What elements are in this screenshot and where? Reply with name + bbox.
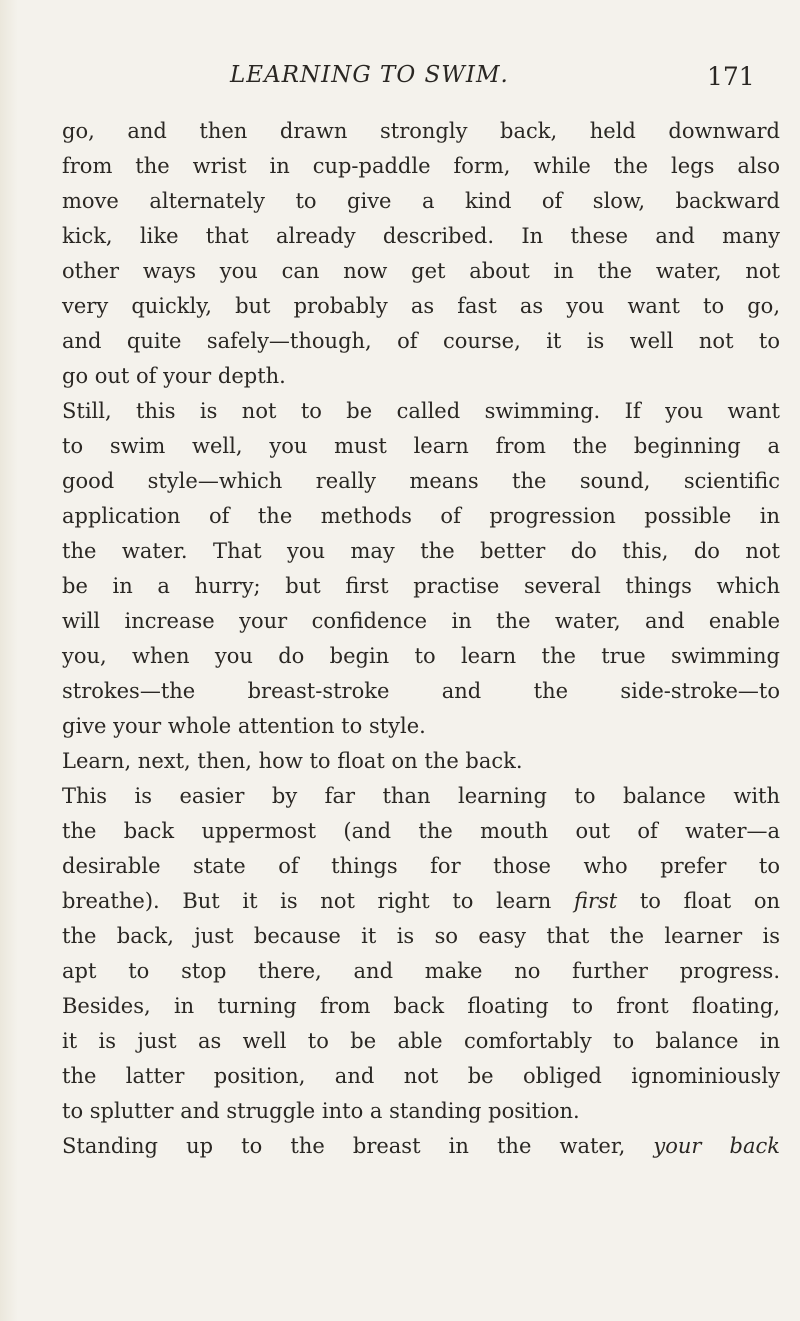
text-line: desirable state of things for those who prefer to (62, 854, 780, 878)
text-line: kick, like that already described. In these and many (62, 224, 780, 248)
text-line: Learn, next, then, how to float on the back. (62, 749, 523, 773)
italic-emphasis: first (573, 889, 618, 913)
text-line-with-italic: Standing up to the breast in the water, your back (62, 1134, 780, 1158)
page-number: 171 (707, 62, 755, 91)
italic-emphasis: your back (653, 1134, 780, 1158)
text-line: be in a hurry; but first practise several things which (62, 574, 780, 598)
text-line: very quickly, but probably as fast as you want to go, (62, 294, 780, 318)
text-line-with-italic: breathe). But it is not right to learn first to float on (62, 889, 781, 913)
text-line: apt to stop there, and make no further progress. (62, 959, 780, 983)
page-header (0, 62, 800, 102)
text-line: give your whole attention to style. (62, 714, 426, 738)
text-line: This is easier by far than learning to balance with (62, 784, 780, 808)
running-head: LEARNING TO SWIM. (230, 62, 509, 88)
text-line: go, and then drawn strongly back, held downward (62, 119, 780, 143)
text-line: Besides, in turning from back floating to front floating, (62, 994, 780, 1018)
text-line: strokes—the breast-stroke and the side-stroke—to (62, 679, 780, 703)
text-line: it is just as well to be able comfortably to balance in (62, 1029, 780, 1053)
text-line: to swim well, you must learn from the beginning a (62, 434, 780, 458)
body-text (62, 114, 780, 1164)
text-line: go out of your depth. (62, 364, 286, 388)
text-line: good style—which really means the sound, scientific (62, 469, 780, 493)
text-line: will increase your confidence in the water, and enable (62, 609, 780, 633)
text-line: the back uppermost (and the mouth out of water—a (62, 819, 780, 843)
text-line: application of the methods of progression possible in (62, 504, 780, 528)
text-line: move alternately to give a kind of slow, backward (62, 189, 780, 213)
text-line: Still, this is not to be called swimming. If you want (62, 399, 780, 423)
text-line: and quite safely—though, of course, it is well not to (62, 329, 780, 353)
text-line: the latter position, and not be obliged ignominiously (62, 1064, 780, 1088)
text-line: you, when you do begin to learn the true swimming (62, 644, 780, 668)
text-line: the water. That you may the better do this, do not (62, 539, 780, 563)
text-line: from the wrist in cup-paddle form, while the legs also (62, 154, 780, 178)
text-line: other ways you can now get about in the water, not (62, 259, 780, 283)
page-gutter-shading (0, 0, 18, 1321)
text-line: to splutter and struggle into a standing position. (62, 1099, 580, 1123)
text-line: the back, just because it is so easy that the learner is (62, 924, 780, 948)
